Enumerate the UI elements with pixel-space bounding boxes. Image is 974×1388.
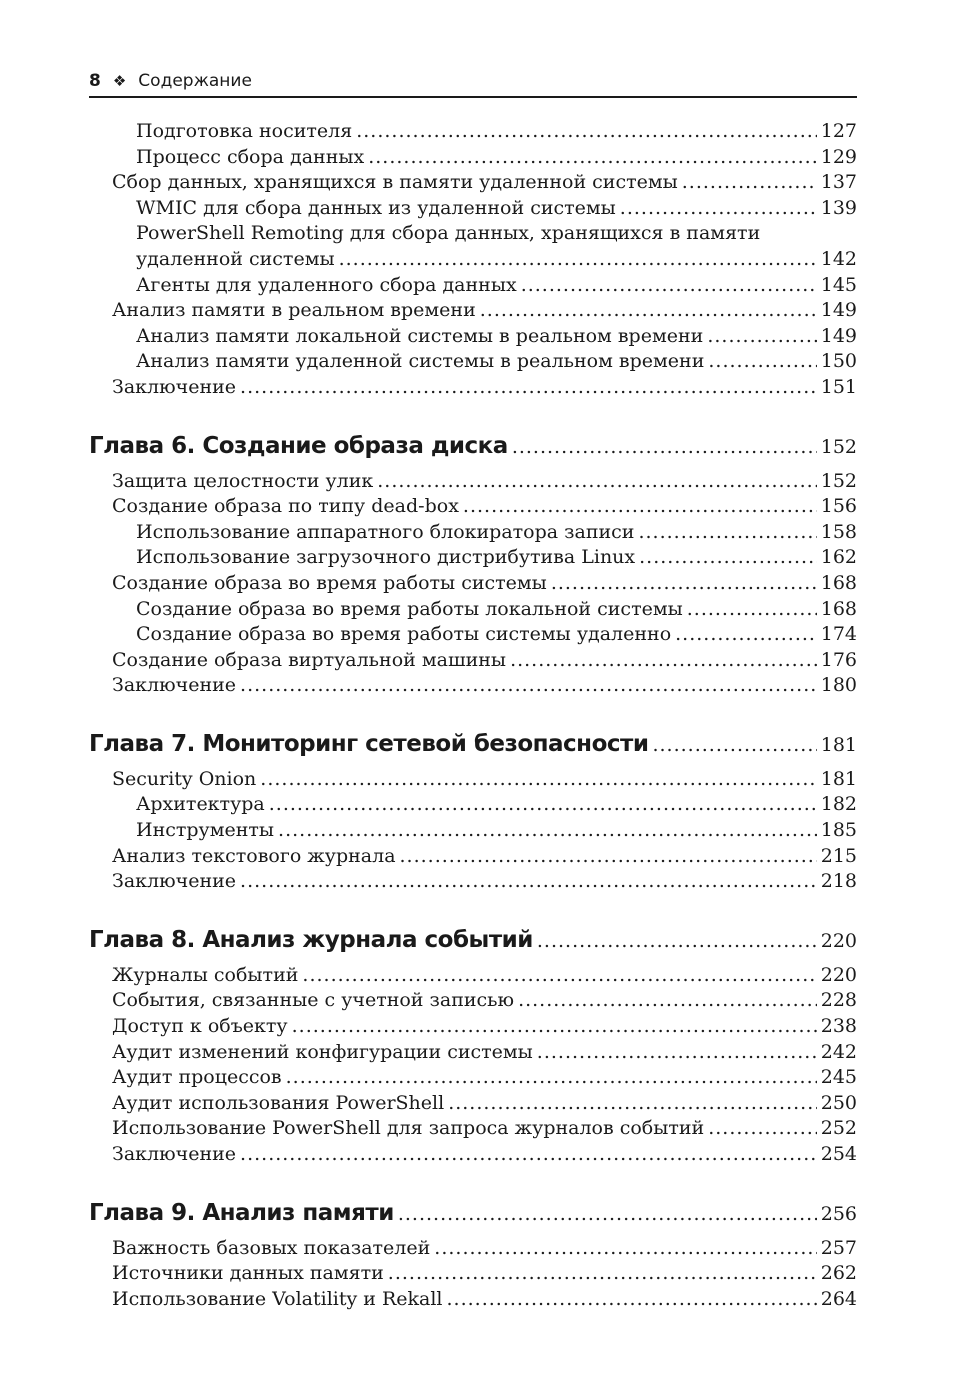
- dot-leader: [434, 1236, 816, 1262]
- dot-leader: [292, 1014, 817, 1040]
- entry-title: Доступ к объекту: [112, 1015, 288, 1038]
- page-ref: 254: [820, 1143, 857, 1165]
- dot-leader: [707, 324, 816, 350]
- page-ref: 152: [820, 469, 857, 492]
- dot-leader: [687, 597, 817, 623]
- dot-leader: [652, 730, 816, 760]
- dot-leader: [448, 1091, 817, 1117]
- dot-leader: [377, 469, 816, 495]
- toc-entry[interactable]: [89, 119, 857, 145]
- toc-entry[interactable]: [89, 818, 857, 844]
- dot-leader: [240, 673, 817, 699]
- header-title: Содержание: [138, 71, 252, 91]
- entry-title: Создание образа во время работы системы: [112, 571, 547, 594]
- chapter-title: Глава 6. Создание образа диска: [89, 432, 508, 459]
- page-ref: 238: [820, 1015, 857, 1038]
- dot-leader: [512, 432, 817, 462]
- entry-title: Security Onion: [112, 767, 257, 790]
- dot-leader: [510, 648, 817, 674]
- dot-leader: [302, 963, 816, 989]
- dot-leader: [480, 298, 817, 324]
- page-ref: 242: [820, 1040, 857, 1063]
- dot-leader: [708, 1116, 817, 1142]
- dot-leader: [537, 1040, 817, 1066]
- page-ref: 181: [820, 733, 857, 756]
- toc-entry[interactable]: [89, 1142, 857, 1168]
- dot-leader: [240, 375, 817, 401]
- entry-title: Анализ текстового журнала: [112, 844, 396, 867]
- toc-entry[interactable]: [89, 494, 857, 520]
- toc-entry[interactable]: [89, 1014, 857, 1040]
- entry-title: Источники данных памяти: [112, 1262, 384, 1285]
- dot-leader: [537, 926, 817, 956]
- page-ref: 150: [820, 350, 857, 373]
- page-ref: 139: [820, 196, 857, 219]
- entry-title: Заключение: [112, 375, 237, 398]
- toc-entry[interactable]: [89, 1040, 857, 1066]
- toc-entry[interactable]: [89, 1236, 857, 1262]
- page-ref: 152: [820, 435, 857, 458]
- page-ref: 180: [820, 674, 857, 697]
- dot-leader: [339, 247, 817, 273]
- chapter-heading[interactable]: [89, 1198, 857, 1228]
- entry-title: Защита целостности улик: [112, 469, 374, 492]
- toc-entry[interactable]: [89, 469, 857, 495]
- toc-entry[interactable]: [89, 1116, 857, 1142]
- toc-entry[interactable]: [89, 963, 857, 989]
- toc-entry[interactable]: [89, 375, 857, 401]
- page-ref: 129: [820, 145, 857, 168]
- entry-title: Заключение: [112, 870, 237, 893]
- dot-leader: [521, 273, 817, 299]
- page-ref: 185: [820, 819, 857, 842]
- toc-entry[interactable]: [89, 767, 857, 793]
- page-ref: 162: [820, 546, 857, 569]
- page-ref: 182: [820, 793, 857, 816]
- toc-entry[interactable]: [89, 869, 857, 895]
- dot-leader: [286, 1065, 817, 1091]
- page-ref: 176: [820, 648, 857, 671]
- toc-entry[interactable]: [89, 571, 857, 597]
- toc-entry[interactable]: [89, 520, 857, 546]
- table-of-contents: [89, 119, 857, 1312]
- entry-title: Сбор данных, хранящихся в памяти удаленной системы: [112, 171, 678, 194]
- entry-title: Использование Volatility и Rekall: [112, 1287, 443, 1310]
- dot-leader: [240, 1142, 817, 1168]
- toc-entry[interactable]: [89, 298, 857, 324]
- dot-leader: [368, 145, 817, 171]
- dot-leader: [675, 622, 817, 648]
- toc-entry[interactable]: [89, 1091, 857, 1117]
- entry-title: Создание образа во время работы локальной системы: [136, 597, 683, 620]
- toc-entry[interactable]: [89, 349, 857, 375]
- toc-entry[interactable]: [89, 844, 857, 870]
- toc-entry[interactable]: [89, 145, 857, 171]
- toc-entry[interactable]: [89, 1287, 857, 1313]
- page-ref: 220: [820, 963, 857, 986]
- entry-title: Архитектура: [136, 793, 265, 816]
- entry-title: Аудит использования PowerShell: [112, 1091, 445, 1114]
- entry-title: Аудит процессов: [112, 1066, 282, 1089]
- entry-title: Анализ памяти удаленной системы в реальном времени: [136, 350, 705, 373]
- dot-leader: [463, 494, 817, 520]
- page-ref: 228: [820, 989, 857, 1012]
- page-ref: 156: [820, 495, 857, 518]
- page-ref: 256: [820, 1202, 857, 1225]
- dot-leader: [639, 545, 817, 571]
- page-ref: 151: [820, 375, 857, 398]
- dot-leader: [278, 818, 817, 844]
- entry-title: Заключение: [112, 674, 237, 697]
- entry-title: Использование загрузочного дистрибутива Linux: [136, 546, 636, 569]
- page-number: 8: [89, 71, 101, 91]
- page-ref: 149: [820, 299, 857, 322]
- entry-title: Подготовка носителя: [136, 120, 353, 142]
- entry-title: Создание образа по типу dead-box: [112, 495, 459, 518]
- entry-title: Анализ памяти локальной системы в реальном времени: [136, 324, 704, 347]
- entry-title: События, связанные с учетной записью: [112, 989, 515, 1012]
- toc-entry[interactable]: [89, 273, 857, 299]
- dot-leader: [269, 792, 817, 818]
- page-ref: 168: [820, 571, 857, 594]
- ornament-icon: ❖: [112, 72, 127, 90]
- entry-title: Использование PowerShell для запроса журналов событий: [112, 1117, 705, 1140]
- page-ref: 215: [820, 844, 857, 867]
- toc-entry[interactable]: [89, 648, 857, 674]
- entry-title: Инструменты: [136, 819, 275, 842]
- page-ref: 127: [820, 120, 857, 142]
- toc-entry[interactable]: [89, 1261, 857, 1287]
- page-ref: 262: [820, 1262, 857, 1285]
- toc-entry[interactable]: [89, 170, 857, 196]
- dot-leader: [240, 869, 817, 895]
- entry-title: Аудит изменений конфигурации системы: [112, 1040, 533, 1063]
- dot-leader: [551, 571, 817, 597]
- page-ref: 257: [820, 1236, 857, 1259]
- dot-leader: [356, 119, 817, 145]
- toc-entry[interactable]: [89, 1065, 857, 1091]
- entry-title: Журналы событий: [112, 963, 299, 986]
- chapter-heading[interactable]: [89, 729, 857, 759]
- chapter-title: Глава 7. Мониторинг сетевой безопасности: [89, 730, 649, 757]
- dot-leader: [447, 1287, 817, 1313]
- dot-leader: [620, 196, 817, 222]
- page-ref: 250: [820, 1091, 857, 1114]
- toc-entry[interactable]: [89, 622, 857, 648]
- page-ref: 245: [820, 1066, 857, 1089]
- entry-title: Анализ памяти в реальном времени: [112, 299, 476, 322]
- entry-title: WMIC для сбора данных из удаленной системы: [136, 196, 616, 219]
- toc-entry[interactable]: [89, 221, 857, 247]
- page-ref: 149: [820, 324, 857, 347]
- page-ref: 158: [820, 520, 857, 543]
- page-ref: 220: [820, 929, 857, 952]
- entry-title: PowerShell Remoting для сбора данных, хранящихся в памяти: [136, 222, 761, 245]
- dot-leader: [708, 349, 816, 375]
- toc-entry[interactable]: [89, 673, 857, 699]
- page-ref: 218: [820, 870, 857, 893]
- toc-entry[interactable]: [89, 597, 857, 623]
- entry-title: Использование аппаратного блокиратора записи: [136, 520, 635, 543]
- dot-leader: [682, 170, 817, 196]
- dot-leader: [398, 1199, 817, 1229]
- page-ref: 142: [820, 247, 857, 270]
- toc-entry[interactable]: [89, 792, 857, 818]
- chapter-title: Глава 8. Анализ журнала событий: [89, 926, 533, 953]
- entry-title: Заключение: [112, 1143, 237, 1165]
- toc-entry[interactable]: [89, 988, 857, 1014]
- chapter-heading[interactable]: [89, 431, 857, 461]
- entry-title: удаленной системы: [136, 247, 335, 270]
- page-ref: 174: [820, 623, 857, 646]
- page-ref: 181: [820, 767, 857, 790]
- toc-entry[interactable]: [89, 324, 857, 350]
- page-ref: 168: [820, 597, 857, 620]
- entry-title: Создание образа виртуальной машины: [112, 648, 507, 671]
- entry-title: Создание образа во время работы системы удаленно: [136, 623, 672, 646]
- entry-title: Важность базовых показателей: [112, 1236, 431, 1259]
- dot-leader: [260, 767, 816, 793]
- chapter-heading[interactable]: [89, 925, 857, 955]
- toc-entry[interactable]: [89, 196, 857, 222]
- dot-leader: [518, 988, 817, 1014]
- page-ref: 137: [820, 171, 857, 194]
- page-ref: 252: [820, 1117, 857, 1140]
- page-ref: 264: [820, 1287, 857, 1310]
- page-ref: 145: [820, 273, 857, 296]
- running-header: [89, 66, 857, 98]
- entry-title: Агенты для удаленного сбора данных: [136, 273, 517, 296]
- chapter-title: Глава 9. Анализ памяти: [89, 1199, 394, 1226]
- dot-leader: [388, 1261, 817, 1287]
- entry-title: Процесс сбора данных: [136, 145, 365, 168]
- toc-entry[interactable]: [89, 247, 857, 273]
- toc-entry[interactable]: [89, 545, 857, 571]
- dot-leader: [400, 844, 817, 870]
- dot-leader: [638, 520, 816, 546]
